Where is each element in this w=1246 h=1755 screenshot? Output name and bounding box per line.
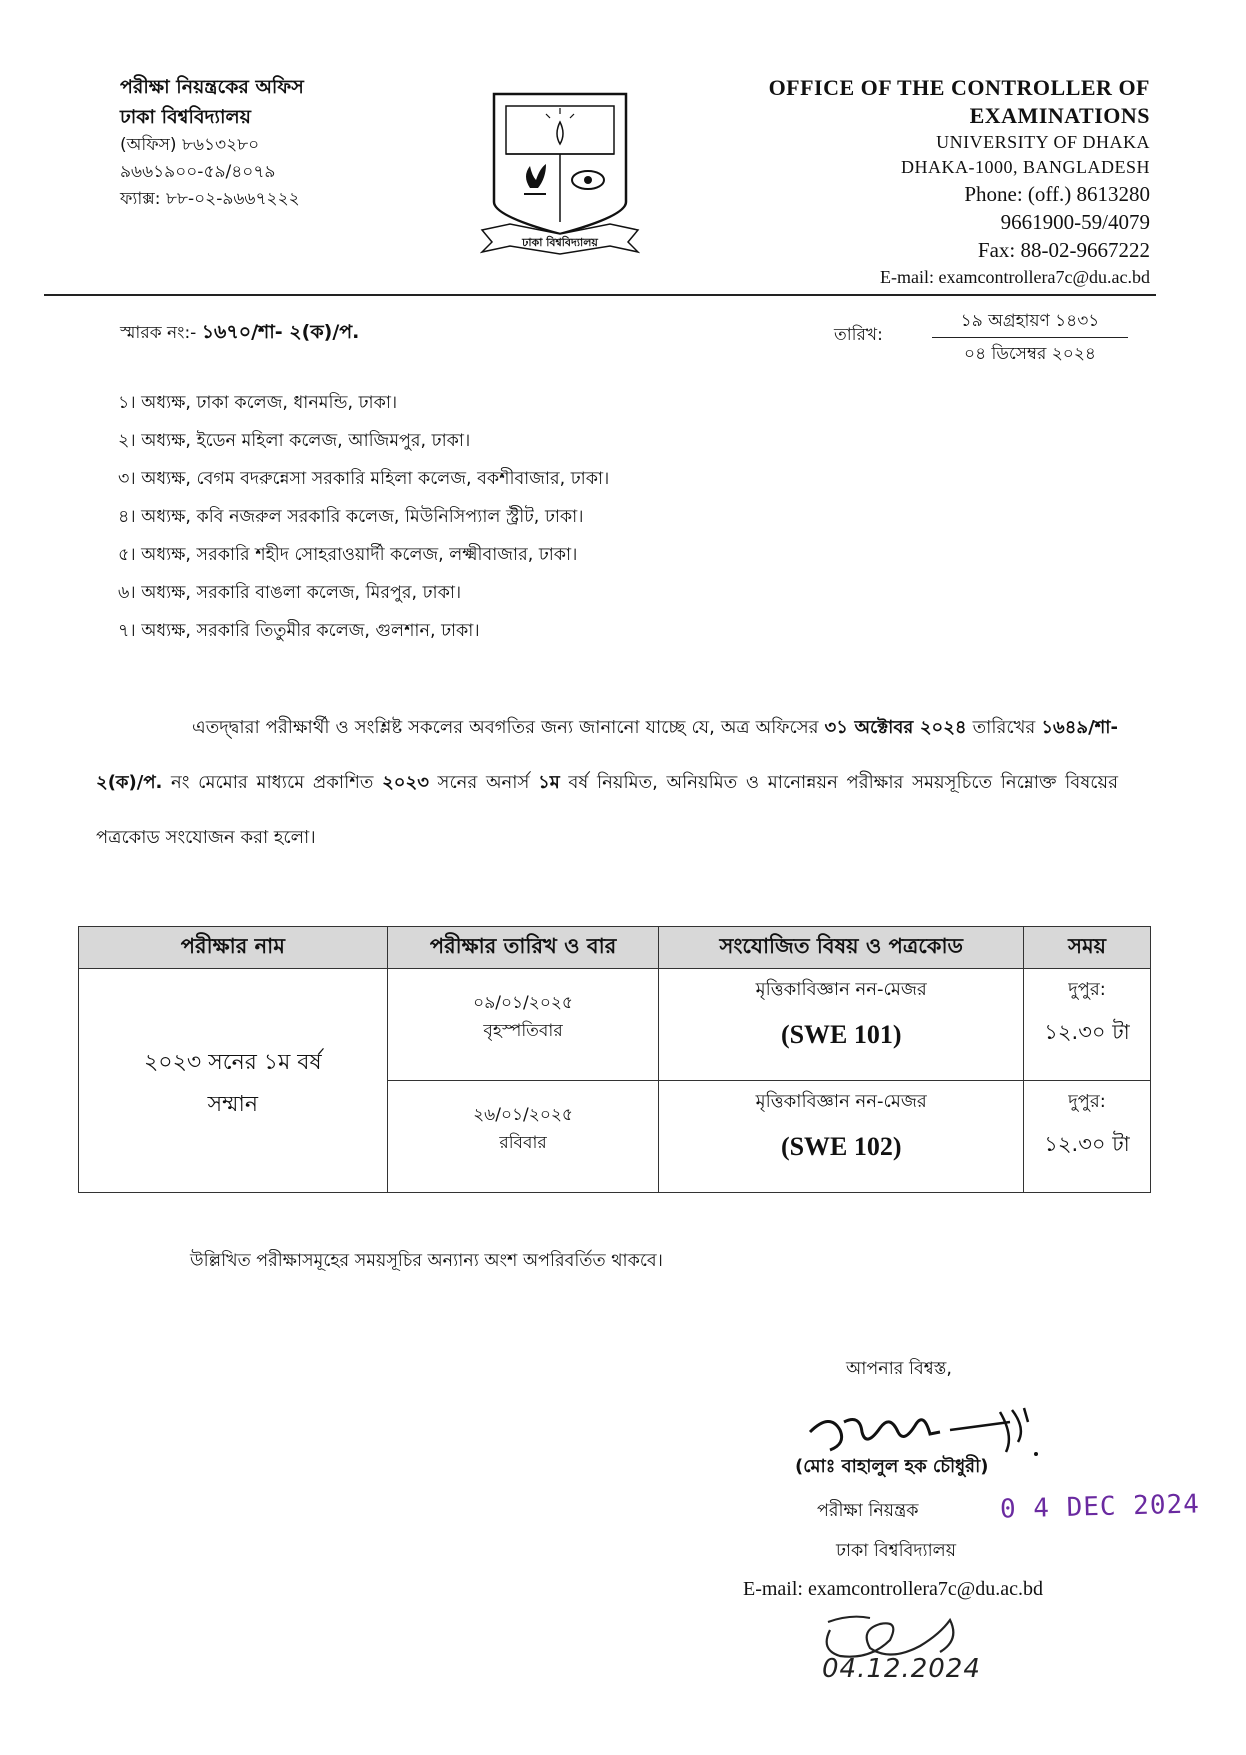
subject-name: মৃত্তিকাবিজ্ঞান নন-মেজর	[755, 979, 927, 1000]
phone2-bn: ৯৬৬১৯০০-৫৯/৪০৭৯	[120, 162, 276, 182]
para-text-2: তারিখের	[966, 717, 1042, 738]
session-year: ২০২৩	[382, 772, 429, 793]
para-text-1: এতদ্দ্বারা পরীক্ষার্থী ও সংশ্লিষ্ট সকলের অবগতির জন্য জানানো যাচ্ছে যে, অত্র অফিসের	[192, 717, 819, 738]
memo-number: ১৬৭০/শা- ২(ক)/প.	[201, 321, 360, 343]
header-left-bangla	[120, 72, 450, 213]
email-en: E-mail: examcontrollera7c@du.ac.bd	[880, 267, 1150, 287]
signer-university: ঢাকা বিশ্ববিদ্যালয়	[836, 1541, 957, 1561]
header-right-english	[680, 74, 1150, 290]
schedule-table	[78, 926, 1151, 1193]
exam-day: বৃহস্পতিবার	[483, 1021, 563, 1041]
table-header-row	[79, 927, 1151, 969]
exam-date: ০৯/০১/২০২৫	[473, 993, 573, 1013]
header-time: সময়	[1024, 927, 1151, 969]
office-name-en-line2: EXAMINATIONS	[969, 103, 1150, 128]
exam-date-cell	[387, 969, 659, 1081]
date-bangla: ১৯ অগ্রহায়ণ ১৪৩১	[932, 308, 1128, 338]
time-cell	[1024, 1081, 1151, 1193]
phone-office-bn: (অফিস) ৮৬১৩২৮০	[120, 135, 260, 155]
time-label: দুপুর:	[1068, 1091, 1106, 1112]
office-name-en-line1: OFFICE OF THE CONTROLLER OF	[768, 75, 1150, 100]
exam-name-cell	[79, 969, 388, 1193]
university-name-en: UNIVERSITY OF DHAKA	[936, 132, 1150, 152]
year-level: ১ম	[538, 772, 560, 793]
ref-date: ৩১ অক্টোবর ২০২৪	[824, 717, 967, 738]
ref-memo-number: ১৬৪৯/শা- ২(ক)/প.	[96, 717, 1118, 793]
list-item: ১। অধ্যক্ষ, ঢাকা কলেজ, ধানমন্ডি, ঢাকা।	[118, 393, 398, 413]
exam-day: রবিবার	[499, 1133, 547, 1153]
address-en: DHAKA-1000, BANGLADESH	[901, 157, 1150, 177]
fax-en: Fax: 88-02-9667222	[977, 238, 1150, 262]
date-stamp: 0 4 DEC 2024	[999, 1489, 1201, 1525]
list-item: ৫। অধ্যক্ষ, সরকারি শহীদ সোহরাওয়ার্দী কলেজ, লক্ষ্মীবাজার, ঢাকা।	[118, 545, 578, 565]
subject-code: (SWE 102)	[780, 1132, 902, 1161]
signer-name: (মোঃ বাহালুল হক চৌধুরী)	[795, 1456, 989, 1477]
phone-en: Phone: (off.) 8613280	[964, 182, 1150, 206]
unchanged-note: উল্লিখিত পরীক্ষাসমূহের সময়সূচির অন্যান্য অংশ অপরিবর্তিত থাকবে।	[190, 1251, 663, 1271]
list-item: ৭। অধ্যক্ষ, সরকারি তিতুমীর কলেজ, গুলশান, ঢাকা।	[118, 621, 480, 641]
list-item: ৬। অধ্যক্ষ, সরকারি বাঙলা কলেজ, মিরপুর, ঢাকা।	[118, 583, 462, 603]
header-exam-name: পরীক্ষার নাম	[79, 927, 388, 969]
handwritten-date: 04.12.2024	[822, 1654, 981, 1684]
header-divider	[44, 294, 1156, 296]
exam-name-line2: সম্মান	[207, 1091, 259, 1117]
para-text-5: বর্ষ নিয়মিত, অনিয়মিত ও মানোন্নয়ন পরীক্ষার সময়সূচিতে নিম্নোক্ত বিষয়ের পত্রকোড সংযোজন করা হলো।	[96, 772, 1118, 848]
time-value: ১২.৩০ টা	[1044, 1020, 1130, 1044]
recipients-list	[118, 384, 609, 650]
fax-bn: ফ্যাক্স: ৮৮-০২-৯৬৬৭২২২	[120, 189, 300, 209]
closing-salutation: আপনার বিশ্বস্ত,	[846, 1359, 952, 1379]
exam-name-line1: ২০২৩ সনের ১ম বর্ষ	[144, 1049, 322, 1075]
date-english: ০৪ ডিসেম্বর ২০২৪	[964, 344, 1096, 364]
subject-code: (SWE 101)	[780, 1020, 902, 1049]
subject-cell	[659, 1081, 1024, 1193]
university-logo	[480, 84, 640, 256]
memo-label: স্মারক নং:-	[120, 323, 197, 343]
table-row	[79, 969, 1151, 1081]
subject-cell	[659, 969, 1024, 1081]
signer-designation: পরীক্ষা নিয়ন্ত্রক	[817, 1501, 919, 1521]
time-value: ১২.৩০ টা	[1044, 1132, 1130, 1156]
notice-paragraph	[96, 700, 1118, 865]
signer-email: E-mail: examcontrollera7c@du.ac.bd	[743, 1578, 1043, 1600]
exam-date: ২৬/০১/২০২৫	[473, 1105, 573, 1125]
subject-name: মৃত্তিকাবিজ্ঞান নন-মেজর	[755, 1091, 927, 1112]
header-exam-date-day: পরীক্ষার তারিখ ও বার	[387, 927, 659, 969]
office-name-bn: পরীক্ষা নিয়ন্ত্রকের অফিস	[120, 76, 304, 98]
header-subject-code: সংযোজিত বিষয় ও পত্রকোড	[659, 927, 1024, 969]
logo-banner-text: ঢাকা বিশ্ববিদ্যালয়	[522, 236, 598, 249]
time-cell	[1024, 969, 1151, 1081]
para-text-3: নং মেমোর মাধ্যমে প্রকাশিত	[162, 772, 383, 793]
exam-date-cell	[387, 1081, 659, 1193]
university-name-bn: ঢাকা বিশ্ববিদ্যালয়	[120, 106, 251, 128]
list-item: ৩। অধ্যক্ষ, বেগম বদরুন্নেসা সরকারি মহিলা কলেজ, বকশীবাজার, ঢাকা।	[118, 469, 610, 489]
list-item: ৪। অধ্যক্ষ, কবি নজরুল সরকারি কলেজ, মিউনিসিপ্যাল স্ট্রীট, ঢাকা।	[118, 507, 584, 527]
time-label: দুপুর:	[1068, 979, 1106, 1000]
list-item: ২। অধ্যক্ষ, ইডেন মহিলা কলেজ, আজিমপুর, ঢাকা।	[118, 431, 471, 451]
date-label: তারিখ:	[834, 325, 883, 345]
memo-line	[120, 318, 359, 350]
phone2-en: 9661900-59/4079	[1000, 210, 1150, 234]
para-text-4: সনের অনার্স	[428, 772, 539, 793]
date-block	[932, 308, 1128, 370]
